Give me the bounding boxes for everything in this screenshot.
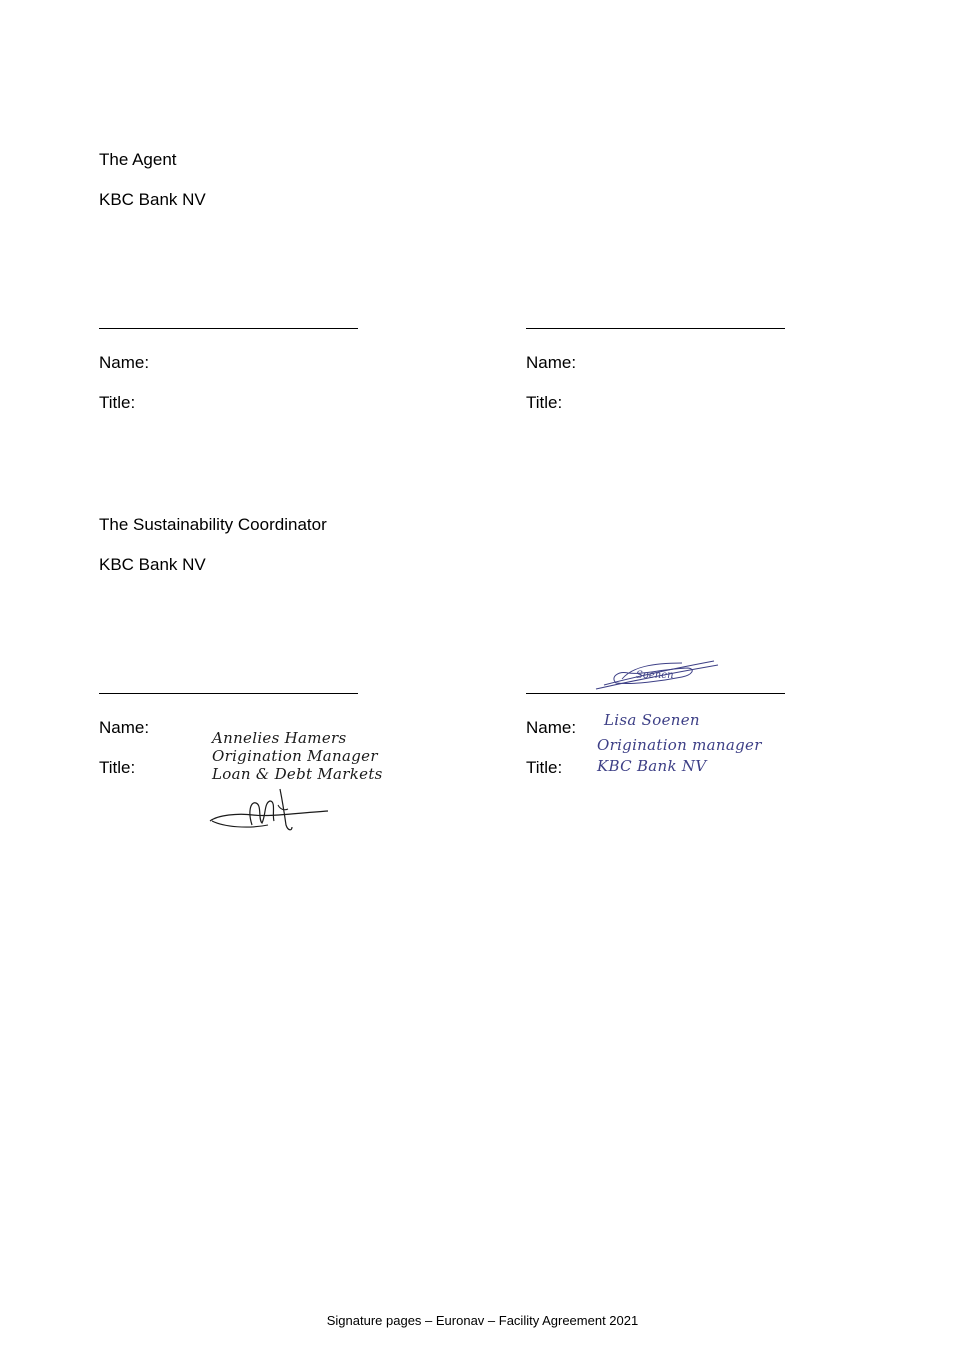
handwritten-name-right: Lisa Soenen — [604, 711, 700, 729]
signature-script-text: Soenen — [636, 670, 674, 681]
entity-name-sustainability-coordinator: KBC Bank NV — [99, 555, 206, 574]
signature-line-coordinator-right — [526, 693, 785, 694]
party-heading-sustainability-coordinator: The Sustainability Coordinator — [99, 515, 327, 534]
signature-line-coordinator-left — [99, 693, 358, 694]
party-heading-agent: The Agent — [99, 150, 177, 169]
page-footer: Signature pages – Euronav – Facility Agreement 2021 — [326, 1313, 639, 1328]
signature-line-agent-left — [99, 328, 358, 329]
handwritten-title-left-line1: Origination Manager — [212, 747, 378, 765]
title-label: Title: — [526, 758, 563, 777]
handwritten-title-right-line1: Origination manager — [597, 736, 762, 754]
title-label: Title: — [99, 758, 136, 777]
name-label: Name: — [99, 718, 150, 737]
handwritten-signature-left — [208, 785, 332, 835]
name-label: Name: — [99, 353, 150, 372]
handwritten-name-left: Annelies Hamers — [212, 729, 347, 747]
entity-name-agent: KBC Bank NV — [99, 190, 206, 209]
title-label: Title: — [526, 393, 563, 412]
handwritten-title-left-line2: Loan & Debt Markets — [212, 765, 383, 783]
name-label: Name: — [526, 718, 577, 737]
title-label: Title: — [99, 393, 136, 412]
handwritten-title-right-line2: KBC Bank NV — [597, 757, 707, 775]
name-label: Name: — [526, 353, 577, 372]
handwritten-signature-right — [592, 655, 722, 693]
signature-line-agent-right — [526, 328, 785, 329]
